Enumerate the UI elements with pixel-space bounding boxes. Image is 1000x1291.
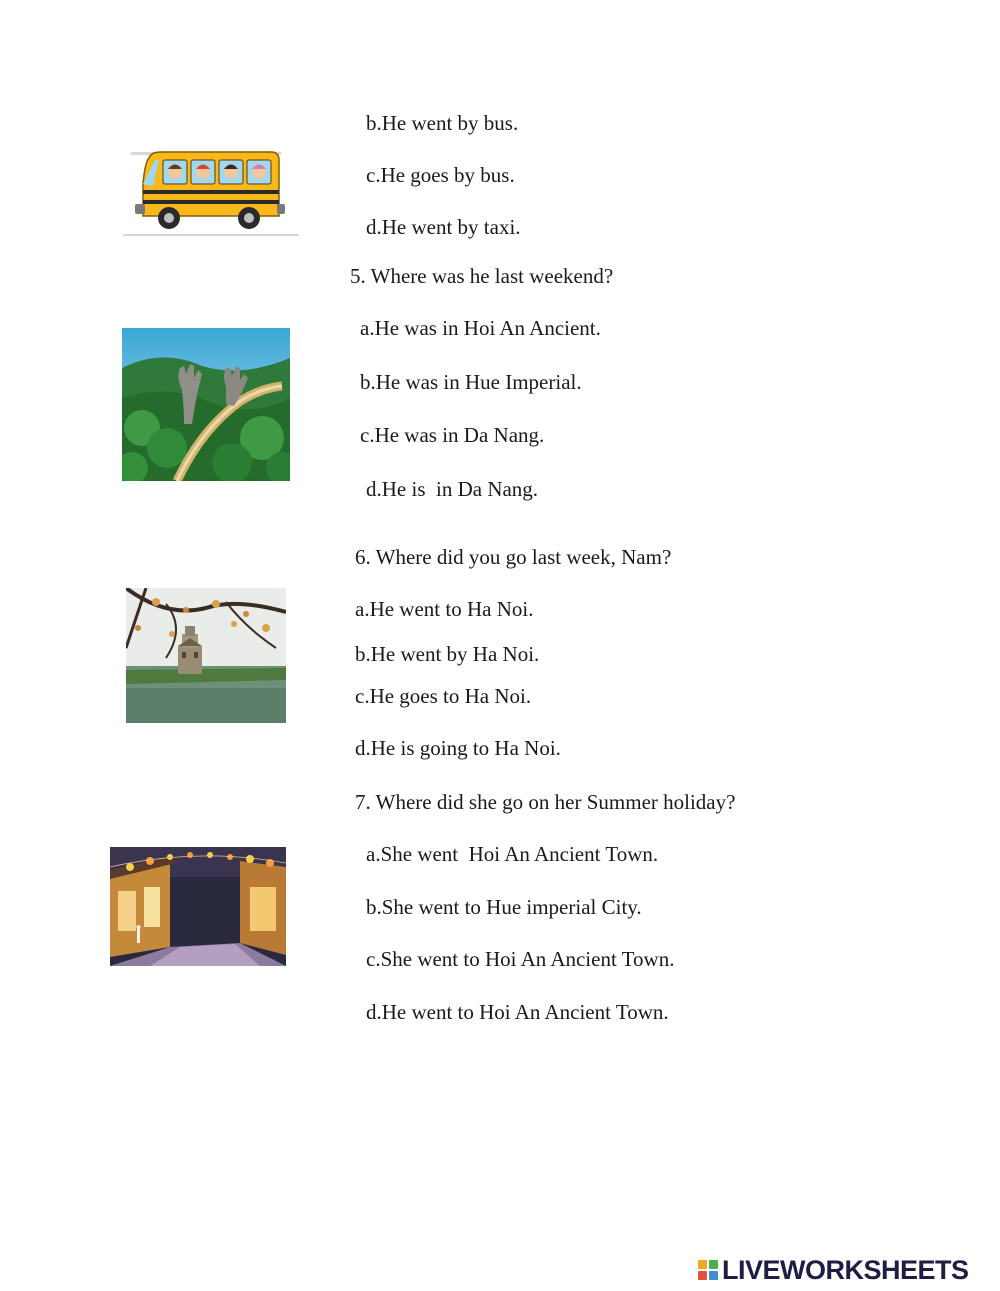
q5-option-c: c.He was in Da Nang. — [360, 423, 545, 447]
q5-option-a: a.He was in Hoi An Ancient. — [360, 316, 601, 340]
q4-option-c: c.He goes by bus. — [366, 163, 515, 187]
q5-option-b: b.He was in Hue Imperial. — [360, 370, 582, 394]
q7-option-a: a.She went Hoi An Ancient Town. — [366, 842, 659, 866]
q5-prompt: 5. Where was he last weekend? — [350, 264, 614, 288]
logo-square-4 — [709, 1271, 718, 1280]
q6-option-a: a.He went to Ha Noi. — [355, 597, 534, 621]
q5-option-d: d.He is in Da Nang. — [366, 477, 539, 501]
q7-prompt: 7. Where did she go on her Summer holiday? — [355, 790, 736, 814]
logo-text: LIVEWORKSHEETS — [722, 1254, 969, 1285]
q6-option-c: c.He goes to Ha Noi. — [355, 684, 532, 708]
q4-option-d: d.He went by taxi. — [366, 215, 521, 239]
q6-option-b: b.He went by Ha Noi. — [355, 642, 540, 666]
logo-square-2 — [709, 1260, 718, 1269]
q4-option-b: b.He went by bus. — [366, 111, 519, 135]
logo-square-3 — [698, 1271, 707, 1280]
liveworksheets-logo — [698, 1255, 969, 1285]
school-bus-image — [121, 146, 301, 238]
logo-mark-icon — [698, 1260, 718, 1280]
hoan-kiem-lake-image — [126, 588, 286, 723]
q7-option-c: c.She went to Hoi An Ancient Town. — [366, 947, 675, 971]
logo-square-1 — [698, 1260, 707, 1269]
q6-prompt: 6. Where did you go last week, Nam? — [355, 545, 672, 569]
q7-option-d: d.He went to Hoi An Ancient Town. — [366, 1000, 669, 1024]
q7-option-b: b.She went to Hue imperial City. — [366, 895, 642, 919]
q6-option-d: d.He is going to Ha Noi. — [355, 736, 561, 760]
hoi-an-street-image — [110, 847, 286, 966]
golden-bridge-image — [122, 328, 290, 481]
